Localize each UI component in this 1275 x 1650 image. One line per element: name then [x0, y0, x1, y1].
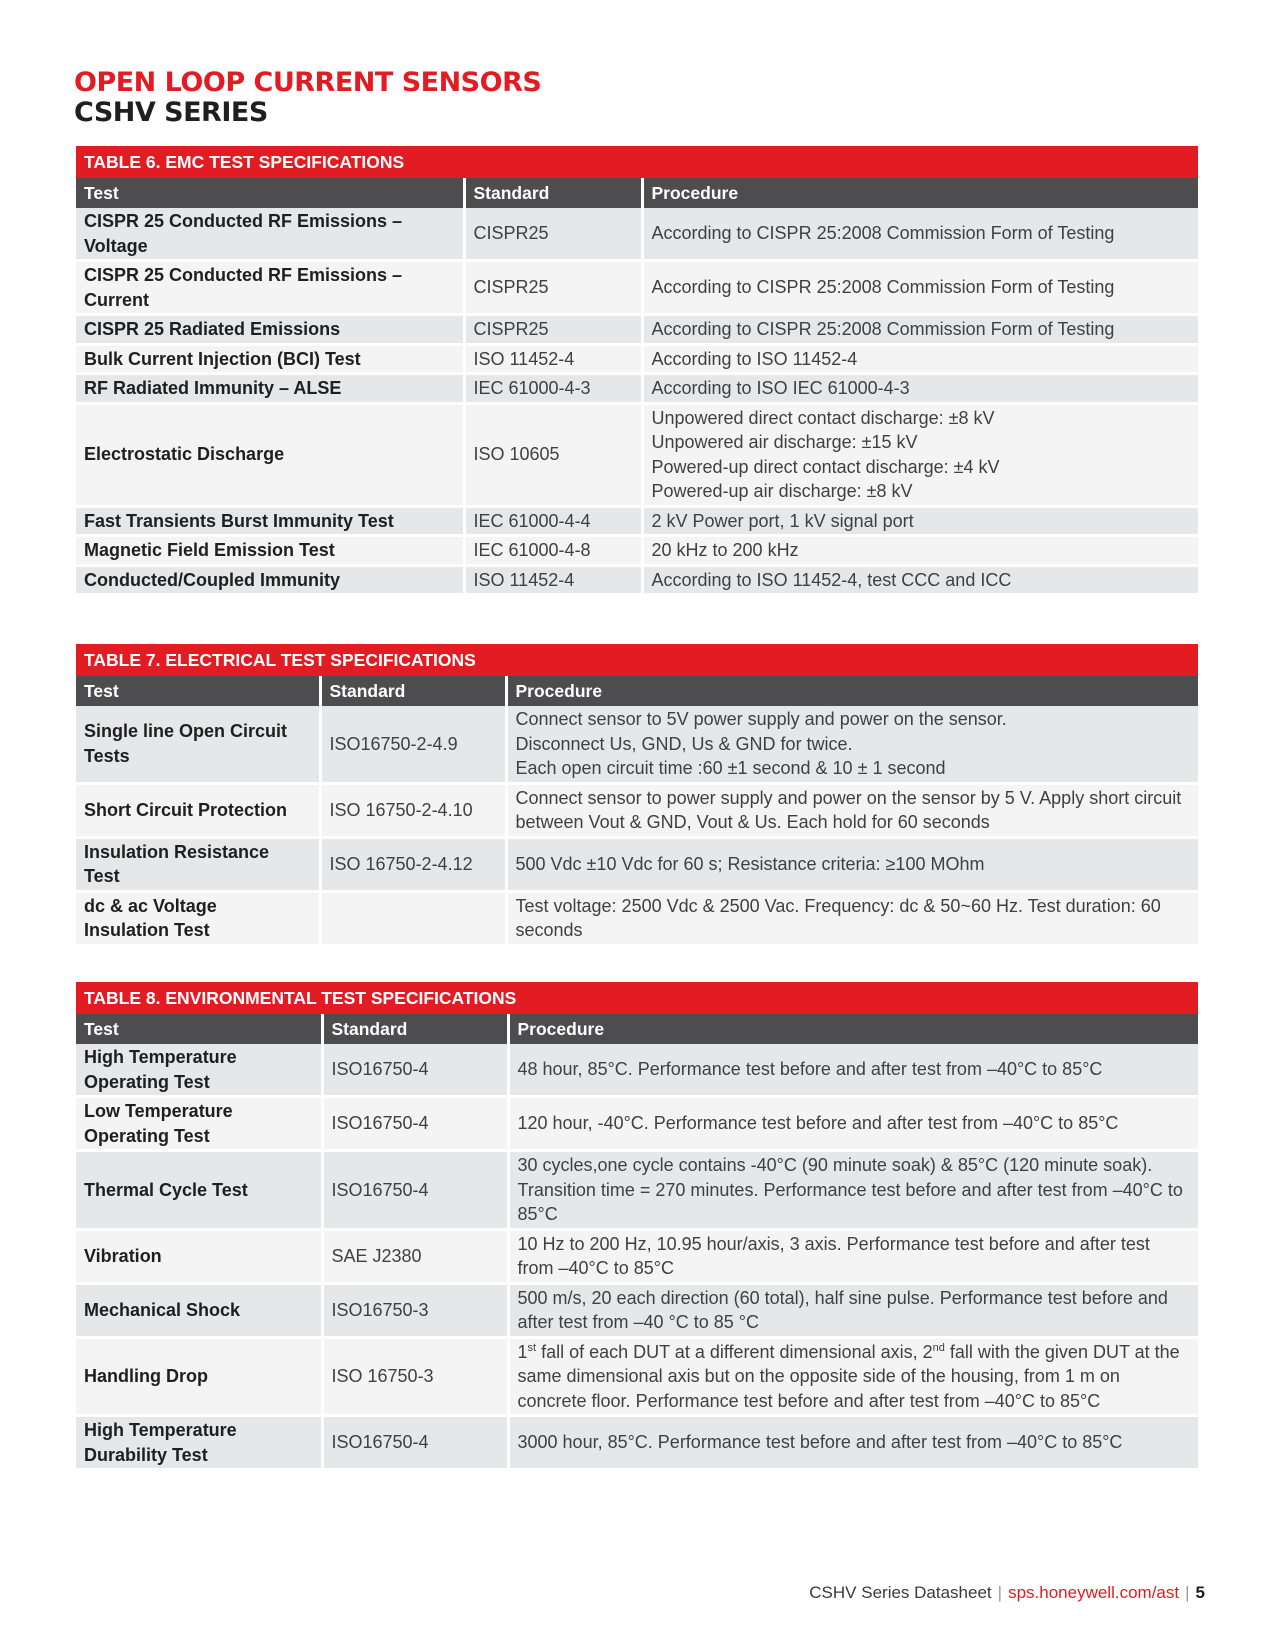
column-header-test: Test	[76, 178, 464, 208]
ordinal-suffix: nd	[932, 1341, 945, 1354]
table-row	[76, 1416, 1198, 1470]
emc-test-table	[76, 146, 1198, 596]
test-cell: Short Circuit Protection	[76, 783, 320, 837]
standard-cell: ISO 16750-3	[322, 1337, 508, 1416]
standard-cell: ISO16750-4	[322, 1151, 508, 1230]
procedure-cell: 3000 hour, 85°C. Performance test before and after test from –40°C to 85°C	[508, 1416, 1198, 1470]
standard-cell: ISO 16750-2-4.10	[320, 783, 506, 837]
procedure-cell: According to CISPR 25:2008 Commission Form of Testing	[642, 315, 1198, 345]
footer-separator: |	[997, 1583, 1003, 1602]
procedure-cell: Connect sensor to power supply and power on the sensor by 5 V. Apply short circuit between Vout & GND, Vout & Us. Each hold for 60 seconds	[506, 783, 1198, 837]
test-cell: High Temperature Operating Test	[76, 1044, 322, 1097]
table-caption: TABLE 6. EMC TEST SPECIFICATIONS	[76, 146, 1198, 178]
test-cell: RF Radiated Immunity – ALSE	[76, 374, 464, 404]
standard-cell: CISPR25	[464, 208, 642, 261]
table-row	[76, 1097, 1198, 1151]
test-cell: High Temperature Durability Test	[76, 1416, 322, 1470]
test-cell: CISPR 25 Conducted RF Emissions – Voltage	[76, 208, 464, 261]
procedure-cell: Test voltage: 2500 Vdc & 2500 Vac. Frequency: dc & 50~60 Hz. Test duration: 60 seconds	[506, 891, 1198, 945]
table-row	[76, 208, 1198, 261]
procedure-cell: According to CISPR 25:2008 Commission Form of Testing	[642, 208, 1198, 261]
column-header-procedure: Procedure	[642, 178, 1198, 208]
test-cell: CISPR 25 Conducted RF Emissions – Current	[76, 261, 464, 315]
electrical-test-table	[76, 644, 1198, 947]
standard-cell: ISO16750-4	[322, 1416, 508, 1470]
procedure-cell	[508, 1337, 1198, 1416]
footer-url-link[interactable]: sps.honeywell.com/ast	[1008, 1583, 1180, 1602]
test-cell: CISPR 25 Radiated Emissions	[76, 315, 464, 345]
page-footer	[809, 1583, 1205, 1603]
standard-cell: CISPR25	[464, 315, 642, 345]
test-cell: dc & ac Voltage Insulation Test	[76, 891, 320, 945]
procedure-cell: 120 hour, -40°C. Performance test before and after test from –40°C to 85°C	[508, 1097, 1198, 1151]
standard-cell: ISO 16750-2-4.12	[320, 837, 506, 891]
table-row	[76, 536, 1198, 566]
ordinal-suffix: st	[527, 1341, 537, 1354]
table-row	[76, 891, 1198, 945]
table-row	[76, 374, 1198, 404]
procedure-cell: Unpowered direct contact discharge: ±8 kV Unpowered air discharge: ±15 kV Powered-up direct contact discharge: ±4 kV Powered-up air discharge: ±8 kV	[642, 403, 1198, 506]
procedure-cell: According to ISO 11452-4	[642, 344, 1198, 374]
table-row	[76, 1283, 1198, 1337]
test-cell: Thermal Cycle Test	[76, 1151, 322, 1230]
test-cell: Single line Open Circuit Tests	[76, 706, 320, 783]
table-row	[76, 1337, 1198, 1416]
handling-drop-procedure-text: 1st fall of each DUT at a different dimensional axis, 2nd fall with the given DUT at the same dimensional axis but on the opposite side of the housing, from 1 m on concrete floor. Performance test before and after test from –40°C to 85°C	[517, 1341, 1180, 1411]
table-row	[76, 1229, 1198, 1283]
standard-cell: ISO 11452-4	[464, 565, 642, 595]
footer-doc-name: CSHV Series Datasheet	[809, 1583, 992, 1602]
standard-cell: ISO 10605	[464, 403, 642, 506]
column-header-standard: Standard	[320, 676, 506, 706]
procedure-cell: According to ISO IEC 61000-4-3	[642, 374, 1198, 404]
test-cell: Bulk Current Injection (BCI) Test	[76, 344, 464, 374]
procedure-cell: 20 kHz to 200 kHz	[642, 536, 1198, 566]
title-line-2: CSHV SERIES	[74, 97, 268, 128]
table-row	[76, 565, 1198, 595]
table-row	[76, 706, 1198, 783]
procedure-cell: 500 m/s, 20 each direction (60 total), half sine pulse. Performance test before and after test from –40 °C to 85 °C	[508, 1283, 1198, 1337]
table-row	[76, 1151, 1198, 1230]
page-number: 5	[1195, 1583, 1205, 1602]
standard-cell: ISO16750-2-4.9	[320, 706, 506, 783]
table-row	[76, 261, 1198, 315]
test-cell: Vibration	[76, 1229, 322, 1283]
table-row	[76, 837, 1198, 891]
test-cell: Handling Drop	[76, 1337, 322, 1416]
column-header-procedure: Procedure	[506, 676, 1198, 706]
standard-cell: IEC 61000-4-3	[464, 374, 642, 404]
table-row	[76, 344, 1198, 374]
test-cell: Low Temperature Operating Test	[76, 1097, 322, 1151]
standard-cell: SAE J2380	[322, 1229, 508, 1283]
table-caption: TABLE 7. ELECTRICAL TEST SPECIFICATIONS	[76, 644, 1198, 676]
column-header-test: Test	[76, 676, 320, 706]
standard-cell: ISO 11452-4	[464, 344, 642, 374]
standard-cell: IEC 61000-4-8	[464, 536, 642, 566]
test-cell: Magnetic Field Emission Test	[76, 536, 464, 566]
column-header-test: Test	[76, 1014, 322, 1044]
column-header-standard: Standard	[322, 1014, 508, 1044]
page-title	[74, 68, 541, 128]
table-row	[76, 1044, 1198, 1097]
table-row	[76, 506, 1198, 536]
procedure-cell: 10 Hz to 200 Hz, 10.95 hour/axis, 3 axis. Performance test before and after test from –40°C to 85°C	[508, 1229, 1198, 1283]
table-row	[76, 403, 1198, 506]
table-caption: TABLE 8. ENVIRONMENTAL TEST SPECIFICATIONS	[76, 982, 1198, 1014]
test-cell: Mechanical Shock	[76, 1283, 322, 1337]
procedure-cell: 2 kV Power port, 1 kV signal port	[642, 506, 1198, 536]
standard-cell: ISO16750-4	[322, 1097, 508, 1151]
table-row	[76, 315, 1198, 345]
standard-cell: ISO16750-4	[322, 1044, 508, 1097]
standard-cell: IEC 61000-4-4	[464, 506, 642, 536]
procedure-cell: Connect sensor to 5V power supply and power on the sensor. Disconnect Us, GND, Us & GND for twice. Each open circuit time :60 ±1 second & 10 ± 1 second	[506, 706, 1198, 783]
environmental-test-table	[76, 982, 1198, 1471]
table-row	[76, 783, 1198, 837]
test-cell: Insulation Resistance Test	[76, 837, 320, 891]
test-cell: Electrostatic Discharge	[76, 403, 464, 506]
title-line-1: OPEN LOOP CURRENT SENSORS	[74, 67, 542, 98]
footer-separator: |	[1185, 1583, 1190, 1602]
procedure-cell: 48 hour, 85°C. Performance test before and after test from –40°C to 85°C	[508, 1044, 1198, 1097]
test-cell: Conducted/Coupled Immunity	[76, 565, 464, 595]
test-cell: Fast Transients Burst Immunity Test	[76, 506, 464, 536]
column-header-procedure: Procedure	[508, 1014, 1198, 1044]
standard-cell: ISO16750-3	[322, 1283, 508, 1337]
procedure-cell: According to ISO 11452-4, test CCC and ICC	[642, 565, 1198, 595]
procedure-cell: 30 cycles,one cycle contains -40°C (90 minute soak) & 85°C (120 minute soak). Transition time = 270 minutes. Performance test before and after test from –40°C to 85°C	[508, 1151, 1198, 1230]
standard-cell	[320, 891, 506, 945]
procedure-cell: According to CISPR 25:2008 Commission Form of Testing	[642, 261, 1198, 315]
standard-cell: CISPR25	[464, 261, 642, 315]
procedure-cell: 500 Vdc ±10 Vdc for 60 s; Resistance criteria: ≥100 MOhm	[506, 837, 1198, 891]
column-header-standard: Standard	[464, 178, 642, 208]
